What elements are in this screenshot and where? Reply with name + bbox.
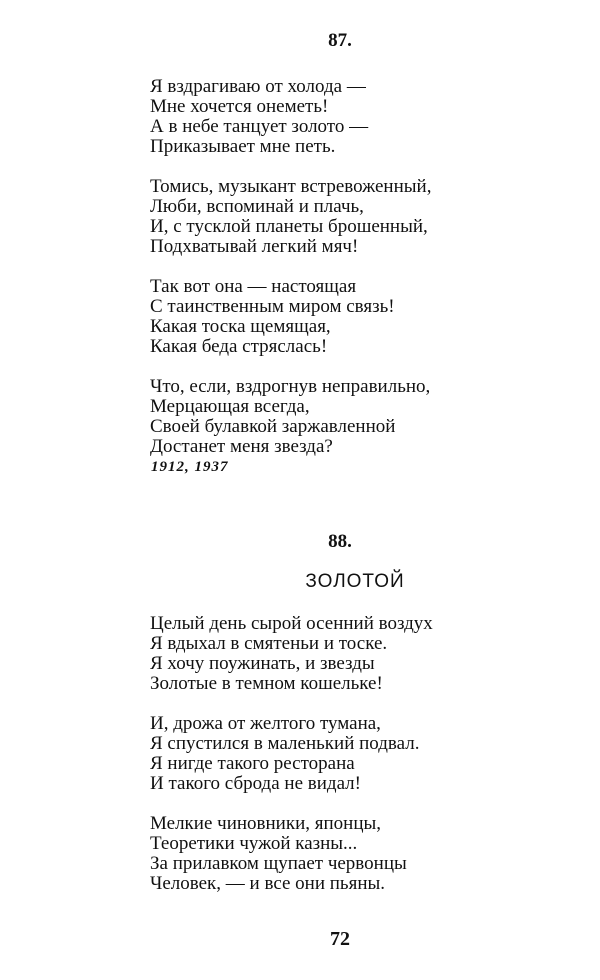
page-number: 72 <box>330 928 350 950</box>
verse-line: Я вдыхал в смятеньи и тоске. <box>150 633 388 654</box>
verse-line: Целый день сырой осенний воздух <box>150 613 433 634</box>
verse-line: Приказывает мне петь. <box>150 136 336 157</box>
verse-line: Томись, музыкант встревоженный, <box>150 176 432 197</box>
verse-line: И такого сброда не видал! <box>150 773 361 794</box>
verse-line: А в небе танцует золото — <box>150 116 369 137</box>
verse-line: Подхватывай легкий мяч! <box>150 236 359 257</box>
verse-line: За прилавком щупает червонцы <box>150 853 407 874</box>
verse-line: И, с тусклой планеты брошенный, <box>150 216 428 237</box>
verse-line: Так вот она — настоящая <box>150 276 357 297</box>
verse-line: Я спустился в маленький подвал. <box>150 733 420 754</box>
verse-line: Мерцающая всегда, <box>150 396 310 417</box>
stanza <box>150 177 431 257</box>
poem-number: 87. <box>328 30 352 51</box>
verse-line: Какая беда стряслась! <box>150 336 328 357</box>
verse-line: Какая тоска щемящая, <box>150 316 331 337</box>
stanza <box>150 814 433 894</box>
verse-line: Золотые в темном кошельке! <box>150 673 383 694</box>
poem-date: 1912, 1937 <box>151 459 229 475</box>
verse-line: Теоретики чужой казны... <box>150 833 358 854</box>
verse-line: Своей булавкой заржавленной <box>150 416 396 437</box>
poem-title: ЗОЛОТОЙ <box>305 571 405 592</box>
verse-line: Люби, вспоминай и плачь, <box>150 196 364 217</box>
verse-line: Достанет меня звезда? <box>150 436 333 457</box>
poem-87-body <box>150 77 431 477</box>
poem-88-body <box>150 614 433 914</box>
verse-line: Что, если, вздрогнув неправильно, <box>150 376 431 397</box>
verse-line: Мелкие чиновники, японцы, <box>150 813 381 834</box>
verse-line: Человек, — и все они пьяны. <box>150 873 386 894</box>
verse-line: Мне хочется онеметь! <box>150 96 329 117</box>
stanza <box>150 277 431 357</box>
verse-line: С таинственным миром связь! <box>150 296 395 317</box>
poem-number: 88. <box>328 531 352 552</box>
verse-line: Я нигде такого ресторана <box>150 753 355 774</box>
stanza <box>150 614 433 694</box>
verse-line: Я вздрагиваю от холода — <box>150 76 366 97</box>
stanza <box>150 77 431 157</box>
stanza <box>150 714 433 794</box>
verse-line: И, дрожа от желтого тумана, <box>150 713 381 734</box>
verse-line: Я хочу поужинать, и звезды <box>150 653 375 674</box>
stanza <box>150 377 431 457</box>
